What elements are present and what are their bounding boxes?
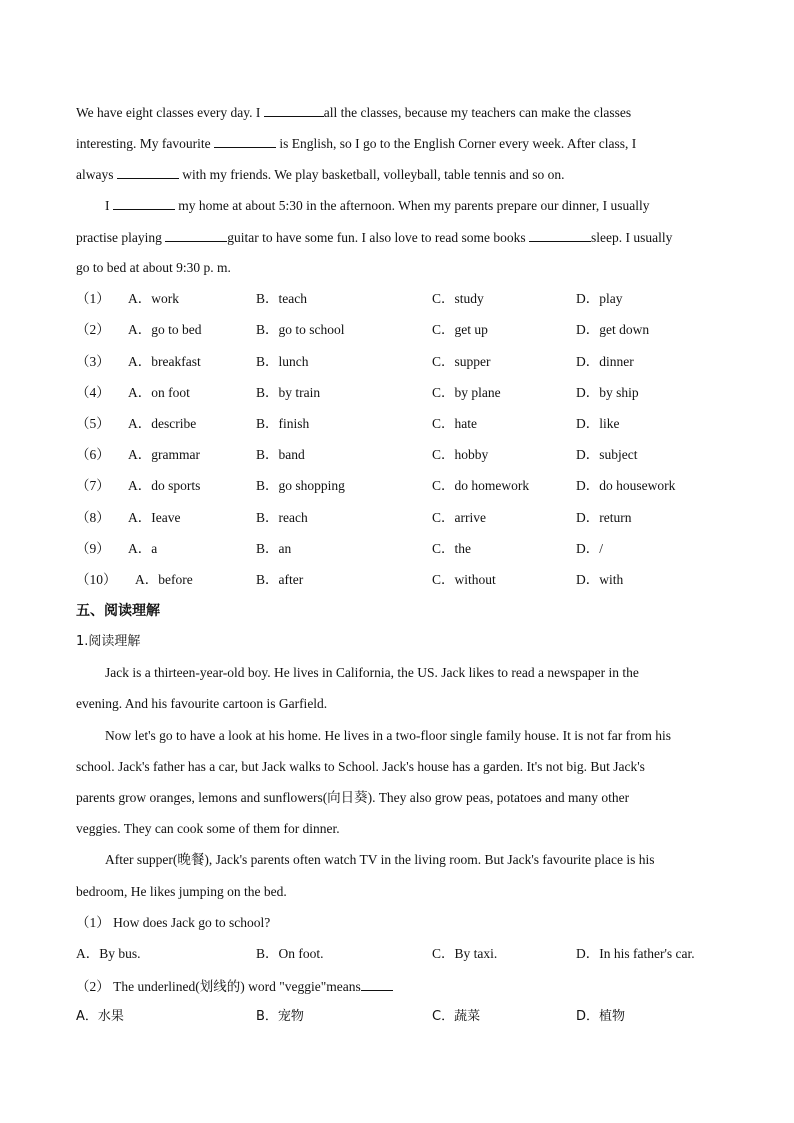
option-c[interactable]: C．do homework: [432, 478, 530, 493]
option-b[interactable]: B．an: [256, 541, 292, 556]
option-d[interactable]: D．with: [576, 572, 624, 587]
cloze-text: We have eight classes every day. I: [76, 105, 264, 120]
reading-line: evening. And his favourite cartoon is Garfield.: [76, 696, 328, 711]
question-number: （9）: [76, 541, 110, 556]
option-a[interactable]: A．Ieave: [128, 510, 181, 525]
option-b[interactable]: B．lunch: [256, 354, 309, 369]
cloze-text: guitar to have some fun. I also love to read some books: [227, 230, 530, 245]
option-c[interactable]: C．supper: [432, 354, 491, 369]
option-a[interactable]: A．work: [128, 291, 179, 306]
option-c[interactable]: C．hobby: [432, 447, 489, 462]
option-d[interactable]: D．by ship: [576, 385, 639, 400]
cloze-line-2: [76, 133, 636, 154]
cloze-line-3: [76, 164, 564, 185]
reading-line: bedroom, He likes jumping on the bed.: [76, 884, 287, 899]
option-b[interactable]: B．finish: [256, 416, 310, 431]
question-stem: （2） The underlined(划线的) word "veggie"means: [76, 979, 361, 994]
section-subtitle: 1.阅读理解: [76, 634, 141, 649]
cloze-line-4: [76, 195, 649, 216]
cloze-text: my home at about 5:30 in the afternoon. When my parents prepare our dinner, I usually: [174, 198, 650, 213]
cloze-text: practise playing: [76, 230, 166, 245]
question-number: （10）: [76, 572, 117, 587]
reading-line: school. Jack's father has a car, but Jack walks to School. Jack's house has a garden. It's not big. But Jack's: [76, 759, 645, 774]
cloze-line-1: [76, 102, 631, 123]
answer-blank-4: [113, 195, 175, 210]
cloze-line-6: [76, 258, 231, 278]
cloze-text: sleep. I usually: [591, 230, 673, 245]
option-a[interactable]: A．By bus.: [76, 946, 141, 961]
option-d[interactable]: D．get down: [576, 322, 650, 337]
question-stem: （1） How does Jack go to school?: [76, 915, 271, 930]
option-d[interactable]: D．/: [576, 541, 603, 556]
option-b[interactable]: B．go shopping: [256, 478, 345, 493]
option-a[interactable]: A．水果: [76, 1009, 124, 1024]
option-b[interactable]: B．band: [256, 447, 305, 462]
option-b[interactable]: B．teach: [256, 291, 307, 306]
option-b[interactable]: B．by train: [256, 385, 321, 400]
option-d[interactable]: D．植物: [576, 1009, 626, 1024]
section-title: 五、阅读理解: [76, 603, 160, 619]
option-a[interactable]: A．do sports: [128, 478, 201, 493]
cloze-line-5: [76, 227, 672, 248]
answer-blank-6: [529, 227, 591, 242]
cloze-text: interesting. My favourite: [76, 136, 214, 151]
cloze-text: go to bed at about 9:30 p. m.: [76, 260, 231, 275]
reading-line: After supper(晚餐), Jack's parents often watch TV in the living room. But Jack's favourite place is his: [105, 852, 655, 867]
option-d[interactable]: D．dinner: [576, 354, 634, 369]
question-stem-row: [76, 976, 393, 997]
answer-blank-1: [264, 102, 324, 117]
question-number: （7）: [76, 478, 110, 493]
option-b[interactable]: B．after: [256, 572, 304, 587]
reading-line: Jack is a thirteen-year-old boy. He lives in California, the US. Jack likes to read a newspaper in the: [105, 665, 639, 680]
question-number: （8）: [76, 510, 110, 525]
answer-blank-2: [214, 133, 276, 148]
option-a[interactable]: A．go to bed: [128, 322, 202, 337]
answer-blank-5: [165, 227, 227, 242]
option-d[interactable]: D．like: [576, 416, 620, 431]
option-a[interactable]: A．on foot: [128, 385, 190, 400]
option-b[interactable]: B．reach: [256, 510, 308, 525]
cloze-text: all the classes, because my teachers can make the classes: [323, 105, 632, 120]
option-a[interactable]: A．grammar: [128, 447, 200, 462]
option-d[interactable]: D．do housework: [576, 478, 676, 493]
option-c[interactable]: C．without: [432, 572, 496, 587]
option-a[interactable]: A．before: [135, 572, 193, 587]
option-c[interactable]: C．arrive: [432, 510, 486, 525]
option-a[interactable]: A．a: [128, 541, 158, 556]
option-c[interactable]: C．the: [432, 541, 471, 556]
option-c[interactable]: C．get up: [432, 322, 488, 337]
option-c[interactable]: C．By taxi.: [432, 946, 498, 961]
option-a[interactable]: A．describe: [128, 416, 197, 431]
option-d[interactable]: D．play: [576, 291, 623, 306]
option-b[interactable]: B．On foot.: [256, 946, 324, 961]
question-number: （4）: [76, 385, 110, 400]
reading-line: Now let's go to have a look at his home. He lives in a two-floor single family house. It is not far from his: [105, 728, 671, 743]
question-number: （5）: [76, 416, 110, 431]
reading-line: parents grow oranges, lemons and sunflowers(向日葵). They also grow peas, potatoes and many other: [76, 790, 630, 805]
option-c[interactable]: C．蔬菜: [432, 1009, 481, 1024]
reading-line: veggies. They can cook some of them for dinner.: [76, 821, 340, 836]
cloze-text: is English, so I go to the English Corner every week. After class, I: [275, 136, 637, 151]
option-c[interactable]: C．hate: [432, 416, 477, 431]
cloze-text: I: [105, 198, 113, 213]
option-d[interactable]: D．subject: [576, 447, 638, 462]
option-a[interactable]: A．breakfast: [128, 354, 201, 369]
option-d[interactable]: D．return: [576, 510, 632, 525]
option-b[interactable]: B．宠物: [256, 1009, 304, 1024]
cloze-text: always: [76, 167, 117, 182]
question-number: （2）: [76, 322, 110, 337]
option-d[interactable]: D．In his father's car.: [576, 946, 695, 961]
answer-blank-3: [117, 164, 179, 179]
question-number: （1）: [76, 291, 110, 306]
option-b[interactable]: B．go to school: [256, 322, 345, 337]
cloze-text: with my friends. We play basketball, volleyball, table tennis and so on.: [178, 167, 565, 182]
question-number: （6）: [76, 447, 110, 462]
option-c[interactable]: C．study: [432, 291, 484, 306]
answer-blank: [361, 976, 393, 991]
question-number: （3）: [76, 354, 110, 369]
option-c[interactable]: C．by plane: [432, 385, 501, 400]
